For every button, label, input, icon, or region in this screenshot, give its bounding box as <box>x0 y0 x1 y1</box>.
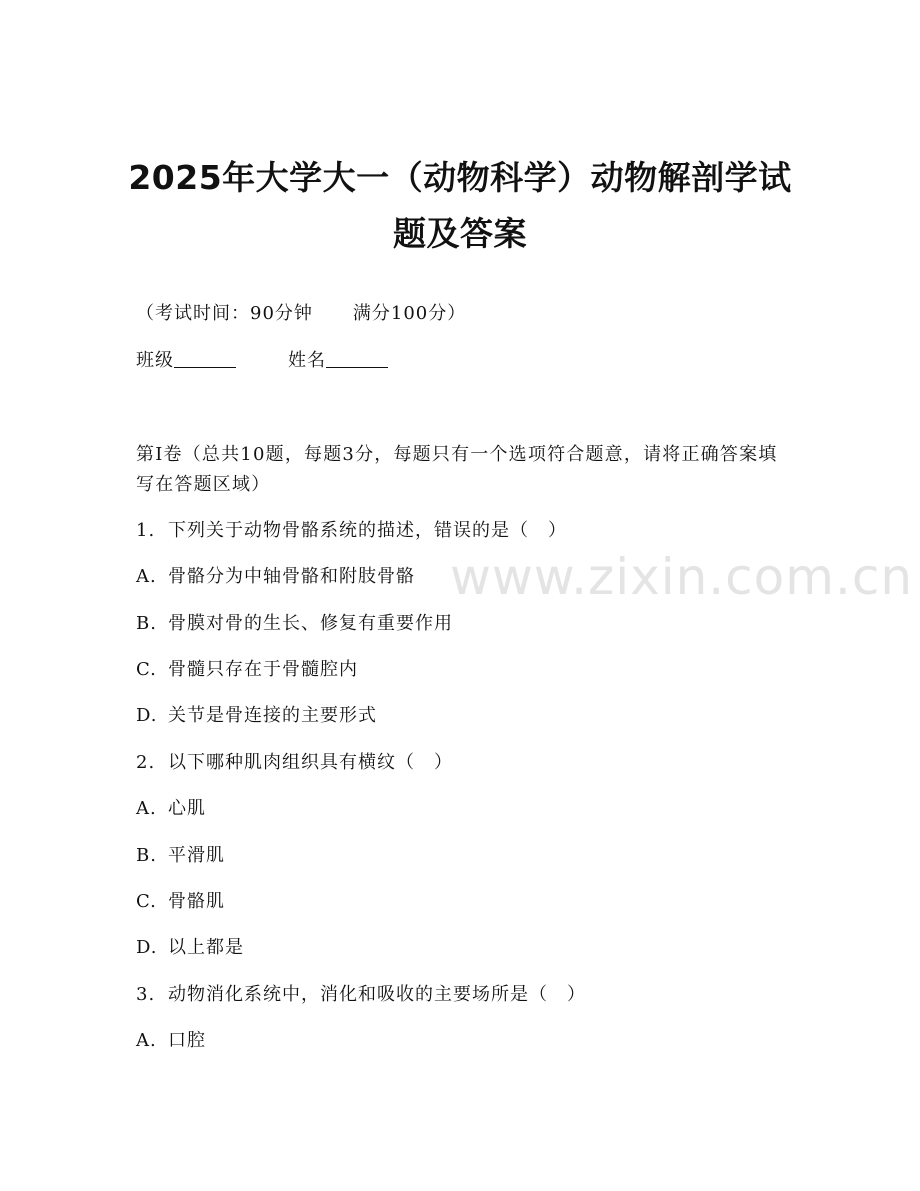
question-number: 1. <box>136 520 156 541</box>
question-text: 以下哪种肌肉组织具有横纹（ ） <box>168 752 453 773</box>
q2-option-b <box>136 844 225 868</box>
q1-option-d <box>136 704 377 728</box>
q2-option-a <box>136 797 206 821</box>
q1-option-b <box>136 612 453 636</box>
class-blank <box>174 349 236 368</box>
option-text: 以上都是 <box>168 937 244 958</box>
option-key: C. <box>136 891 157 912</box>
option-text: 关节是骨连接的主要形式 <box>168 705 377 726</box>
option-text: 心肌 <box>168 798 206 819</box>
option-key: A. <box>136 798 157 819</box>
q1-option-a <box>136 565 415 589</box>
question-1 <box>136 519 567 543</box>
student-fields <box>136 349 388 373</box>
option-text: 骨骼分为中轴骨骼和附肢骨骼 <box>168 566 415 587</box>
name-blank <box>326 349 388 368</box>
q3-option-a <box>136 1029 206 1053</box>
option-key: D. <box>136 705 158 726</box>
option-key: D. <box>136 937 158 958</box>
question-2 <box>136 751 453 775</box>
q2-option-d <box>136 936 244 960</box>
q2-option-c <box>136 890 225 914</box>
question-3 <box>136 983 586 1007</box>
class-label: 班级 <box>136 350 174 371</box>
option-key: B. <box>136 845 157 866</box>
option-text: 骨骼肌 <box>168 891 225 912</box>
option-key: C. <box>136 659 157 680</box>
option-text: 平滑肌 <box>168 845 225 866</box>
exam-score: 满分100分） <box>352 303 467 324</box>
title-line-2: 题及答案 <box>393 214 527 253</box>
document-title <box>120 150 800 262</box>
option-key: A. <box>136 566 157 587</box>
exam-info <box>136 302 466 326</box>
title-line-1: 2025年大学大一（动物科学）动物解剖学试 <box>128 158 792 197</box>
option-text: 骨髓只存在于骨髓腔内 <box>168 659 358 680</box>
q1-option-c <box>136 658 358 682</box>
question-text: 下列关于动物骨骼系统的描述，错误的是（ ） <box>168 520 567 541</box>
question-number: 2. <box>136 752 156 773</box>
option-text: 骨膜对骨的生长、修复有重要作用 <box>168 613 453 634</box>
question-text: 动物消化系统中，消化和吸收的主要场所是（ ） <box>168 984 586 1005</box>
option-text: 口腔 <box>168 1030 206 1051</box>
name-label: 姓名 <box>288 350 326 371</box>
section-instructions: 第Ⅰ卷（总共10题，每题3分，每题只有一个选项符合题意，请将正确答案填写在答题区域） <box>136 444 778 495</box>
option-key: B. <box>136 613 157 634</box>
question-number: 3. <box>136 984 156 1005</box>
watermark: www.zixin.com.cn <box>450 548 914 606</box>
option-key: A. <box>136 1030 157 1051</box>
exam-time: （考试时间：90分钟 <box>136 303 313 324</box>
